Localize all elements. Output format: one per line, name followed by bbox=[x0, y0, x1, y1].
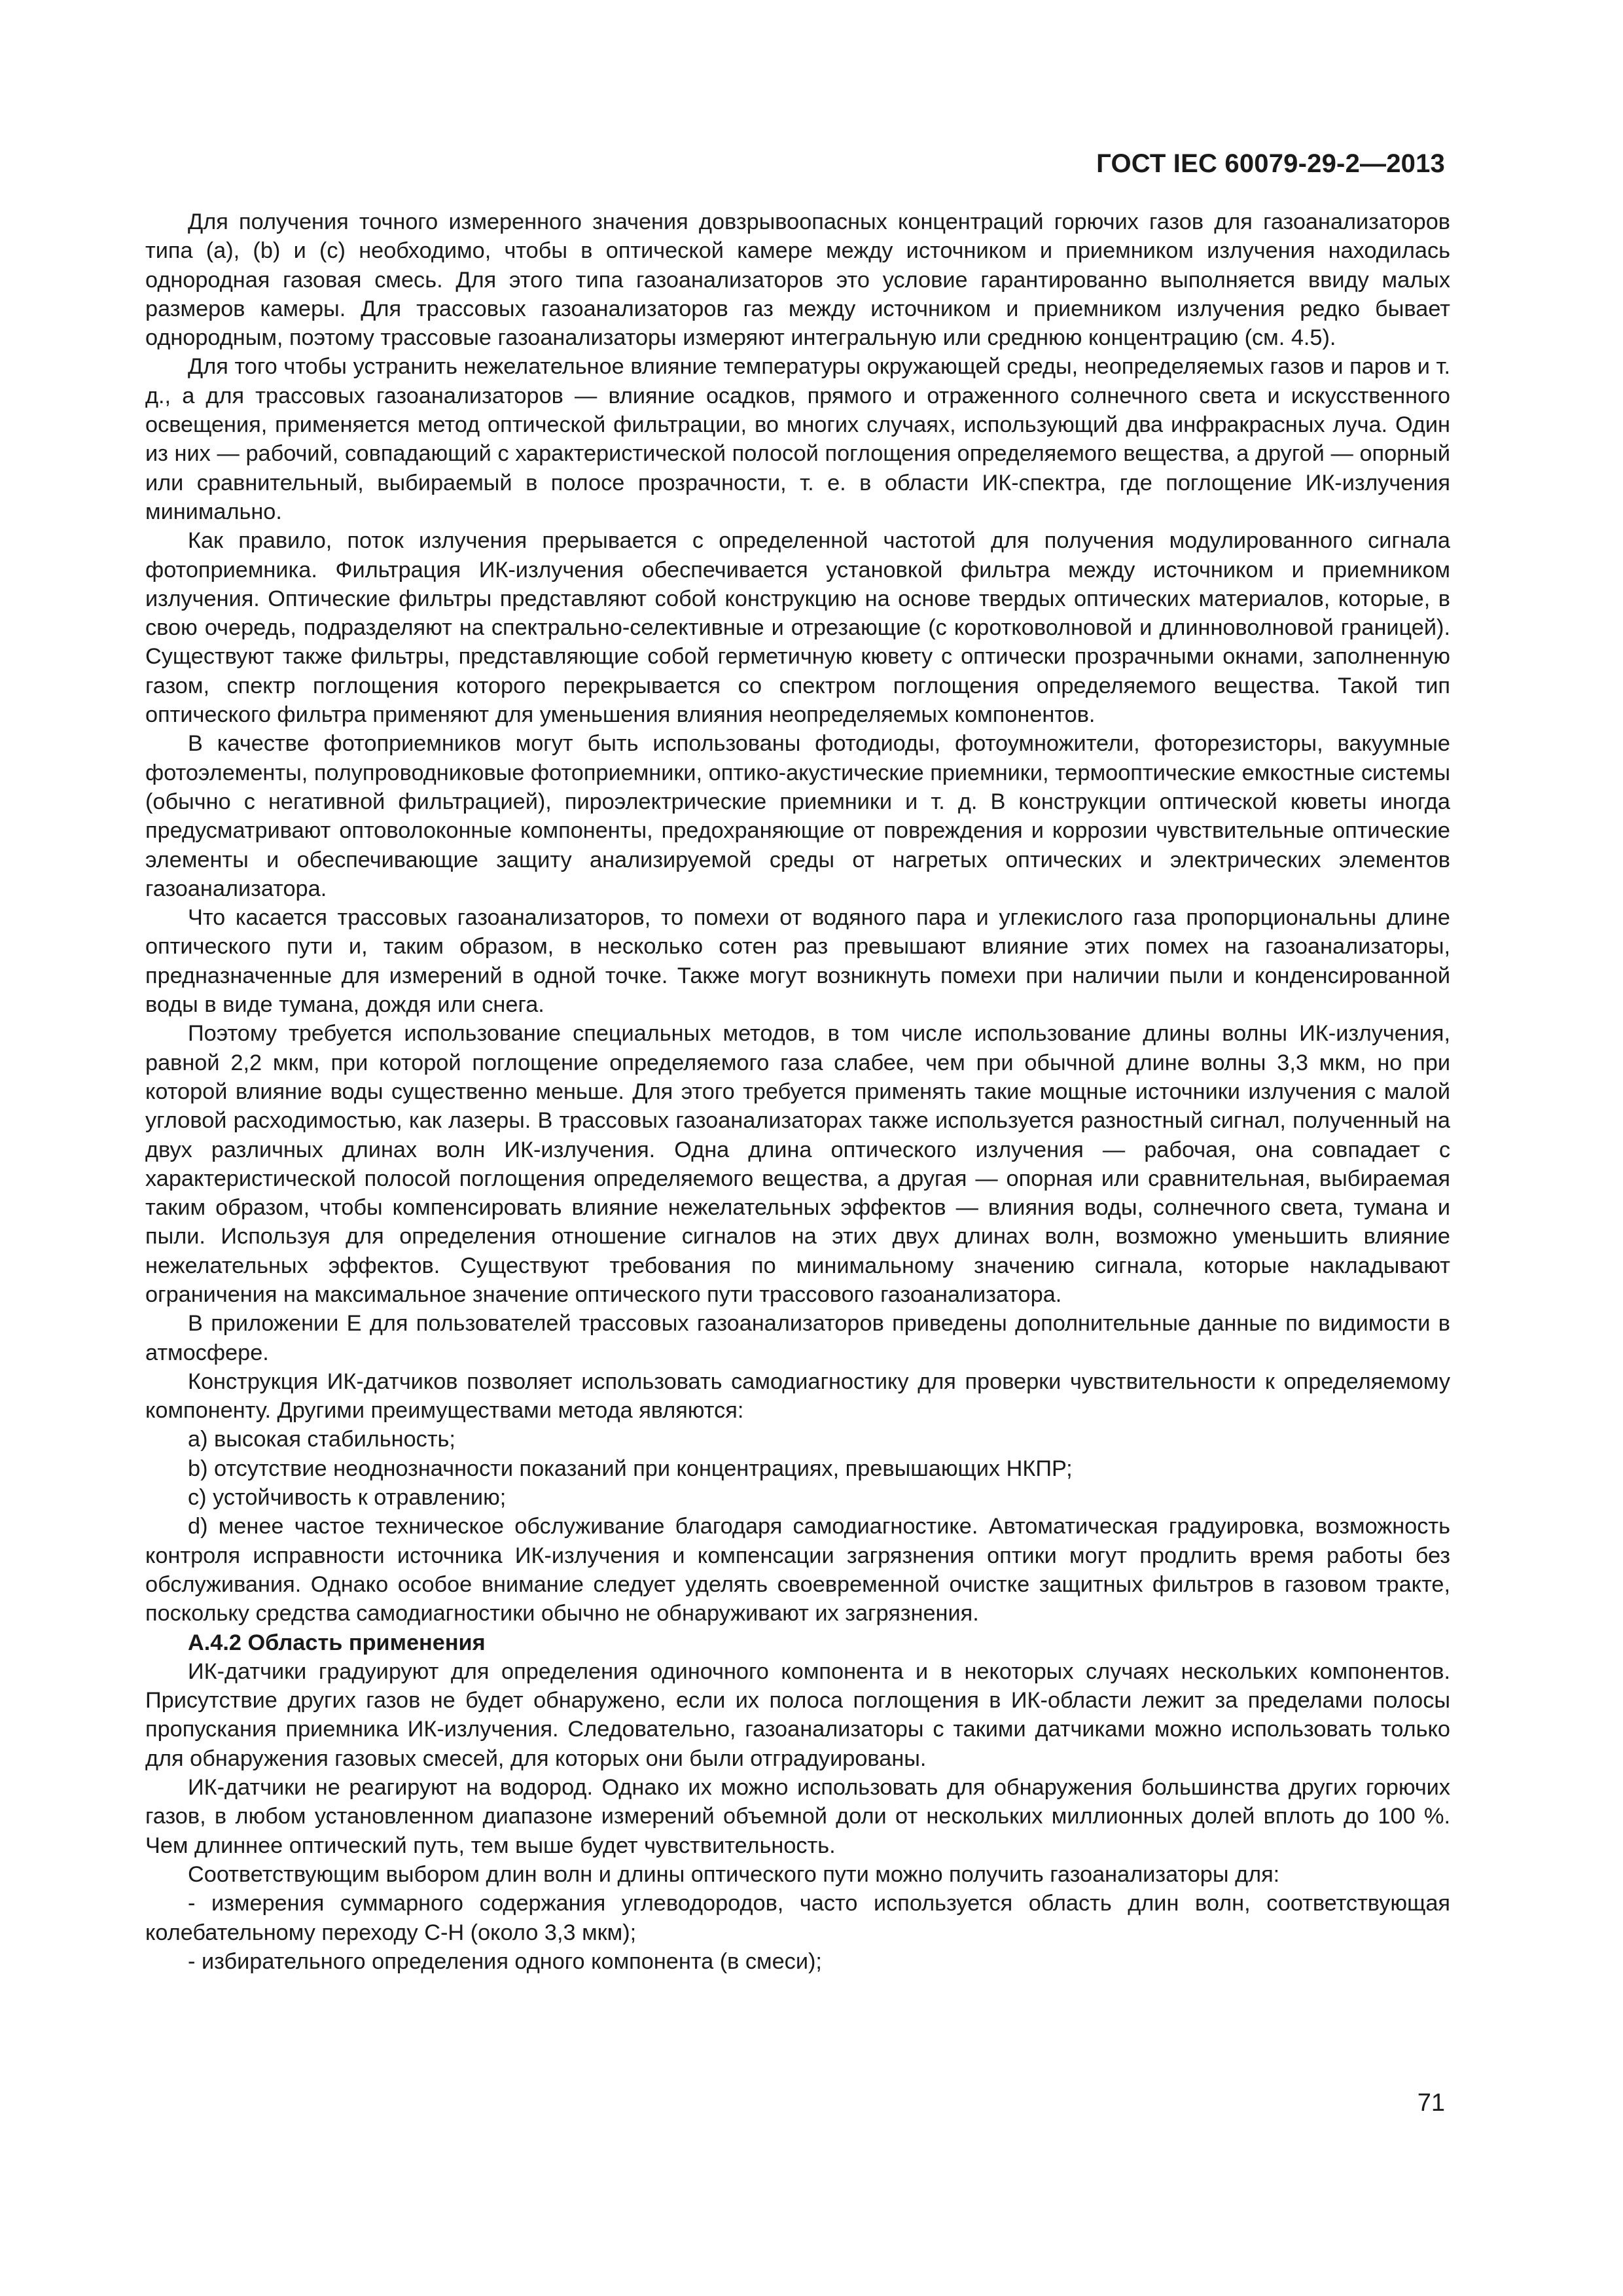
page-number: 71 bbox=[1417, 2089, 1445, 2117]
list-item: - измерения суммарного содержания углеводородов, часто используется область длин волн, соответствующая колебательному переходу С-Н (около 3,3 мкм); bbox=[145, 1891, 1450, 1945]
paragraph: В качестве фотоприемников могут быть использованы фотодиоды, фотоумножители, фоторезисторы, вакуумные фотоэлементы, полупроводниковые фотоприемники, оптико-акустические приемники, термооптические емкостные системы (обычно с негативной фильтрацией), пироэлектрические приемники и т. д. В конструкции оптической кюветы иногда предусматривают оптоволоконные компоненты, предохраняющие от повреждения и коррозии чувствительные оптические элементы и обеспечивающие защиту анализируемой среды от нагретых оптических и электрических элементов газоанализатора. bbox=[145, 731, 1450, 901]
paragraph: Соответствующим выбором длин волн и длины оптического пути можно получить газоанализаторы для: bbox=[188, 1861, 1280, 1887]
list-item: - избирательного определения одного компонента (в смеси); bbox=[188, 1948, 822, 1974]
document-body bbox=[145, 207, 1450, 1976]
paragraph: Конструкция ИК-датчиков позволяет использовать самодиагностику для проверки чувствительности к определяемому компоненту. Другими преимуществами метода являются: bbox=[145, 1369, 1450, 1424]
paragraph: Как правило, поток излучения прерывается с определенной частотой для получения модулированного сигнала фотоприемника. Фильтрация ИК-излучения обеспечивается установкой фильтра между источником и приемником излучения. Оптические фильтры представляют собой конструкцию на основе твердых оптических материалов, которые, в свою очередь, подразделяют на спектрально-селективные и отрезающие (с коротковолновой и длинноволновой границей). Существуют также фильтры, представляющие собой герметичную кювету с оптически прозрачными окнами, заполненную газом, спектр поглощения которого перекрывается со спектром поглощения определяемого вещества. Такой тип оптического фильтра применяют для уменьшения влияния неопределяемых компонентов. bbox=[145, 528, 1450, 728]
paragraph: Для получения точного измеренного значения довзрывоопасных концентраций горючих газов для газоанализаторов типа (а), (b) и (с) необходимо, чтобы в оптической камере между источником и приемником излучения находилась однородная газовая смесь. Для этого типа газоанализаторов это условие гарантированно выполняется ввиду малых размеров камеры. Для трассовых газоанализаторов газ между источником и приемником излучения редко бывает однородным, поэтому трассовые газоанализаторы измеряют интегральную или среднюю концентрацию (см. 4.5). bbox=[145, 209, 1450, 351]
list-item: c) устойчивость к отравлению; bbox=[188, 1485, 507, 1511]
paragraph: ИК-датчики градуируют для определения одиночного компонента и в некоторых случаях нескольких компонентов. Присутствие других газов не будет обнаружено, если их полоса поглощения в ИК-области лежит за пределами полосы пропускания приемника ИК-излучения. Следовательно, газоанализаторы с такими датчиками можно использовать только для обнаружения газовых смесей, для которых они были отградуированы. bbox=[145, 1659, 1450, 1771]
list-item: d) менее частое техническое обслуживание благодаря самодиагностике. Автоматическая градуировка, возможность контроля исправности источника ИК-излучения и компенсации загрязнения оптики могут продлить время работы без обслуживания. Однако особое внимание следует уделять своевременной очистке защитных фильтров в газовом тракте, поскольку средства самодиагностики обычно не обнаруживают их загрязнения. bbox=[145, 1514, 1450, 1626]
list-item: b) отсутствие неоднозначности показаний при концентрациях, превышающих НКПР; bbox=[188, 1456, 1073, 1481]
paragraph: Что касается трассовых газоанализаторов, то помехи от водяного пара и углекислого газа пропорциональны длине оптического пути и, таким образом, в несколько сотен раз превышают влияние этих помех на газоанализаторы, предназначенные для измерений в одной точке. Также могут возникнуть помехи при наличии пыли и конденсированной воды в виде тумана, дождя или снега. bbox=[145, 905, 1450, 1018]
section-heading: А.4.2 Область применения bbox=[188, 1630, 486, 1655]
paragraph: Для того чтобы устранить нежелательное влияние температуры окружающей среды, неопределяемых газов и паров и т. д., а для трассовых газоанализаторов — влияние осадков, прямого и отраженного солнечного света и искусственного освещения, применяется метод оптической фильтрации, во многих случаях, использующий два инфракрасных луча. Один из них — рабочий, совпадающий с характеристической полосой поглощения определяемого вещества, а другой — опорный или сравнительный, выбираемый в полосе прозрачности, т. е. в области ИК-спектра, где поглощение ИК-излучения минимально. bbox=[145, 354, 1450, 524]
list-item: a) высокая стабильность; bbox=[188, 1427, 455, 1452]
paragraph: В приложении Е для пользователей трассовых газоанализаторов приведены дополнительные данные по видимости в атмосфере. bbox=[145, 1311, 1450, 1365]
document-code-header: ГОСТ IEC 60079-29-2—2013 bbox=[1096, 149, 1445, 178]
paragraph: ИК-датчики не реагируют на водород. Однако их можно использовать для обнаружения большинства других горючих газов, в любом установленном диапазоне измерений объемной доли от нескольких миллионных долей вплоть до 100 %. Чем длиннее оптический путь, тем выше будет чувствительность. bbox=[145, 1775, 1450, 1858]
paragraph: Поэтому требуется использование специальных методов, в том числе использование длины волны ИК-излучения, равной 2,2 мкм, при которой поглощение определяемого газа слабее, чем при обычной длине волны 3,3 мкм, но при которой влияние воды существенно меньше. Для этого требуется применять такие мощные источники излучения с малой угловой расходимостью, как лазеры. В трассовых газоанализаторах также используется разностный сигнал, полученный на двух различных длинах волн ИК-излучения. Одна длина оптического излучения — рабочая, она совпадает с характеристической полосой поглощения определяемого вещества, а другая — опорная или сравнительная, выбираемая таким образом, чтобы компенсировать влияние нежелательных эффектов — влияния воды, солнечного света, тумана и пыли. Используя для определения отношение сигналов на этих двух длинах волн, возможно уменьшить влияние нежелательных эффектов. Существуют требования по минимальному значению сигнала, которые накладывают ограничения на максимальное значение оптического пути трассового газоанализатора. bbox=[145, 1021, 1450, 1307]
